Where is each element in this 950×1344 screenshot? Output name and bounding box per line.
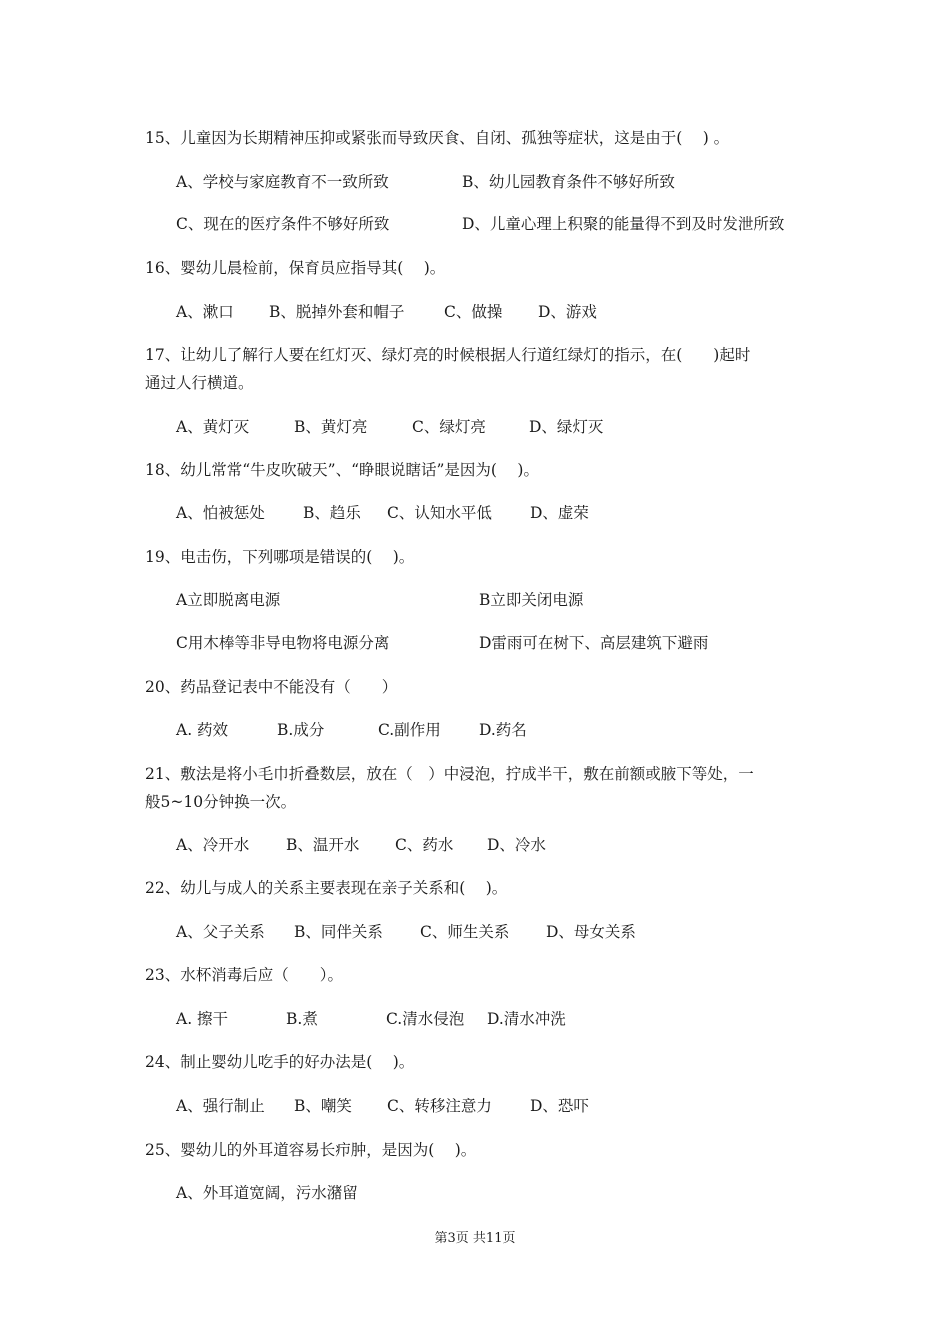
question-25-option-a: A、外耳道宽阔，污水潴留 [176, 1184, 358, 1202]
question-18-option-d: D、虚荣 [530, 504, 589, 522]
question-25-text: 25、婴幼儿的外耳道容易长疖肿，是因为( )。 [145, 1141, 477, 1159]
question-19-option-c: C用木棒等非导电物将电源分离 [176, 634, 390, 652]
question-19-text: 19、电击伤，下列哪项是错误的( )。 [145, 548, 415, 566]
question-17-text-line-2: 通过人行横道。 [145, 374, 254, 392]
question-15-option-b: B、幼儿园教育条件不够好所致 [462, 173, 675, 191]
question-21-text-line-1: 21、敷法是将小毛巾折叠数层，放在（ ）中浸泡，拧成半干，敷在前额或腋下等处，一 [145, 765, 754, 783]
question-22-option-d: D、母女关系 [546, 923, 636, 941]
question-20-text: 20、药品登记表中不能没有（ ） [145, 678, 398, 696]
question-17-option-d: D、绿灯灭 [529, 418, 604, 436]
question-21-option-b: B、温开水 [286, 836, 360, 854]
question-23-option-d: D.清水冲洗 [487, 1010, 566, 1028]
question-15-option-d: D、儿童心理上积聚的能量得不到及时发泄所致 [462, 215, 785, 233]
page-number-footer: 第3页 共11页 [434, 1231, 516, 1246]
question-22-option-c: C、师生关系 [420, 923, 510, 941]
question-20-option-b: B.成分 [277, 721, 325, 739]
question-24-option-d: D、恐吓 [530, 1097, 589, 1115]
question-21-option-d: D、冷水 [487, 836, 546, 854]
question-18-text: 18、幼儿常常“牛皮吹破天”、“睁眼说瞎话”是因为( )。 [145, 461, 539, 479]
question-17-option-a: A、黄灯灭 [176, 418, 250, 436]
question-19-option-b: B立即关闭电源 [479, 591, 584, 609]
question-24-option-a: A、强行制止 [176, 1097, 265, 1115]
question-16-text: 16、婴幼儿晨检前，保育员应指导其( )。 [145, 259, 446, 277]
question-18-option-c: C、认知水平低 [387, 504, 492, 522]
question-19-option-d: D雷雨可在树下、高层建筑下避雨 [479, 634, 709, 652]
question-17-text-line-1: 17、让幼儿了解行人要在红灯灭、绿灯亮的时候根据人行道红绿灯的指示，在( )起时 [145, 346, 751, 364]
question-19-option-a: A立即脱离电源 [176, 591, 281, 609]
question-23-option-c: C.清水侵泡 [386, 1010, 465, 1028]
question-23-option-a: A. 擦干 [176, 1010, 229, 1028]
question-24-text: 24、制止婴幼儿吃手的好办法是( )。 [145, 1053, 415, 1071]
question-24-option-b: B、嘲笑 [294, 1097, 352, 1115]
question-20-option-c: C.副作用 [378, 721, 441, 739]
question-23-text: 23、水杯消毒后应（ ）。 [145, 966, 343, 984]
question-22-option-a: A、父子关系 [176, 923, 265, 941]
question-18-option-a: A、怕被惩处 [176, 504, 265, 522]
question-16-option-c: C、做操 [444, 303, 503, 321]
question-18-option-b: B、趋乐 [303, 504, 361, 522]
question-21-option-a: A、冷开水 [176, 836, 250, 854]
question-15-text: 15、儿童因为长期精神压抑或紧张而导致厌食、自闭、孤独等症状，这是由于( ) 。 [145, 129, 730, 147]
question-16-option-b: B、脱掉外套和帽子 [269, 303, 405, 321]
question-21-option-c: C、药水 [395, 836, 454, 854]
question-23-option-b: B.煮 [286, 1010, 318, 1028]
question-16-option-d: D、游戏 [538, 303, 597, 321]
question-22-text: 22、幼儿与成人的关系主要表现在亲子关系和( )。 [145, 879, 508, 897]
question-17-option-b: B、黄灯亮 [294, 418, 368, 436]
question-20-option-d: D.药名 [479, 721, 527, 739]
question-21-text-line-2: 般5~10分钟换一次。 [145, 793, 297, 811]
question-17-option-c: C、绿灯亮 [412, 418, 486, 436]
question-15-option-c: C、现在的医疗条件不够好所致 [176, 215, 390, 233]
question-22-option-b: B、同伴关系 [294, 923, 383, 941]
question-24-option-c: C、转移注意力 [387, 1097, 492, 1115]
question-15-option-a: A、学校与家庭教育不一致所致 [176, 173, 389, 191]
question-16-option-a: A、漱口 [176, 303, 234, 321]
question-20-option-a: A. 药效 [176, 721, 229, 739]
